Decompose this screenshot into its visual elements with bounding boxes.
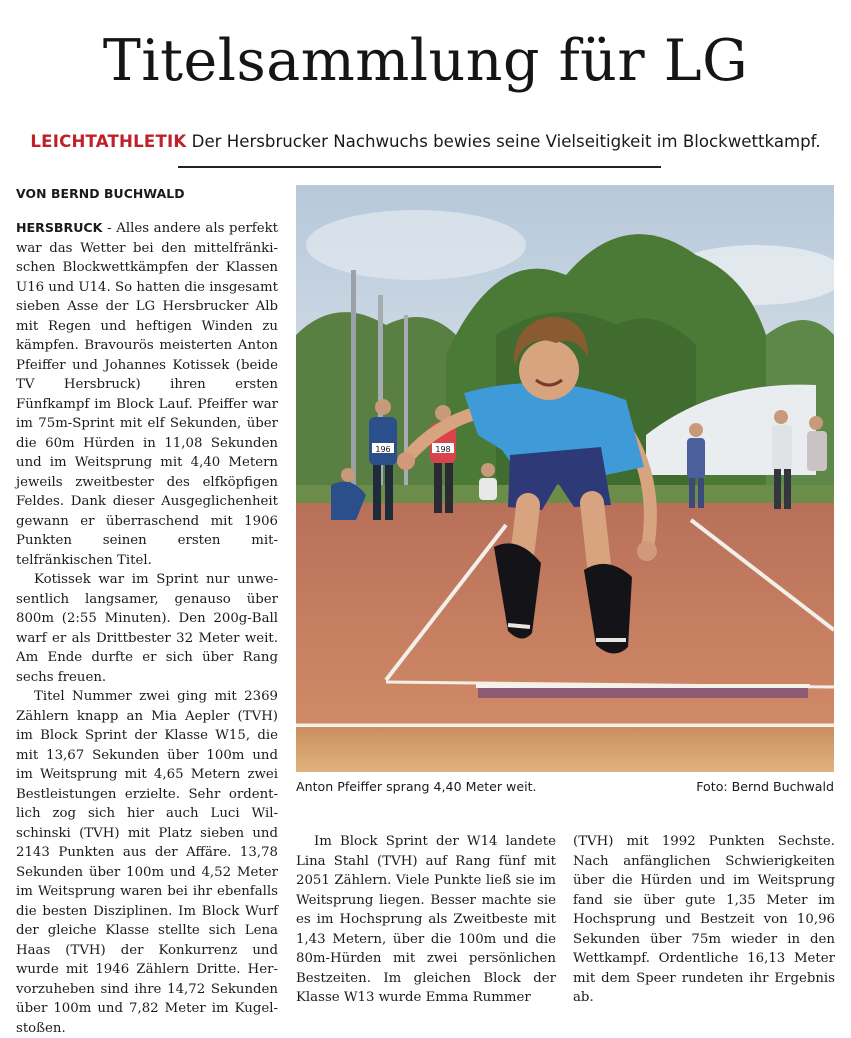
byline: VON BERND BUCHWALD [16, 186, 185, 201]
dateline: HERSBRUCK [16, 220, 103, 235]
article-paragraph-4: Im Block Sprint der W14 landete Lina Stahl (TVH) auf Rang fünf mit 2051 Zählern. Viele Punkte ließ sie im Weitsprung liegen. Besser machte sie es im Hochsprung als Zweitbeste mit 1,43 Metern, über die 100m und die 80m-Hürden mit zwei persönlichen Bestzeiten. Im gleichen Block der Klasse W13 wurde Emma Rummer [296, 834, 556, 1005]
article-column-2 [296, 832, 556, 1008]
light-pole [404, 315, 408, 505]
article-column-1 [16, 218, 278, 1038]
photo-caption: Anton Pfeiffer sprang 4,40 Meter weit. [296, 779, 537, 794]
article-photo [296, 185, 834, 772]
subline-text: Der Hersbrucker Nachwuchs bewies seine Vielseitigkeit im Blockwettkampf. [186, 132, 821, 151]
long-jump-photo-illustration [296, 185, 834, 772]
headline: Titelsammlung für LG [102, 28, 749, 94]
photo-caption-row [296, 777, 834, 797]
seated-child [479, 463, 497, 500]
bib-number: 198 [435, 445, 451, 454]
paragraph-1-text: - Alles andere als perfekt war das Wetter bei den mittelfränkischen Blockwettkämpfen der Klassen U16 und U14. So hatten die insgesamt sieben Asse der LG Hersbrucker Alb mit Regen und heftigen Winden zu kämpfen. Bravourös meisterten Anton Pfeiffer und Johannes Kotissek (beide TV Hersbruck) ihren ersten Fünfkampf im Block Lauf. Pfeiffer war im 75m-Sprint mit elf Sekunden, über die 60m Hürden in 11,08 Sekunden und im Weitsprung mit 4,40 Metern jeweils zweitbester des elfköpfigen Feldes. Dank dieser Ausgeglichenheit gewann er überraschend mit 1906 Punkten seinen ersten mittelfränkischen Titel. [16, 221, 278, 568]
article-paragraph-2: Kotissek war im Sprint nur unwesentlich langsamer, genauso über 800m (2:55 Minuten). Den 200g-Ball warf er als Drittbester 32 Meter weit. Am Ende durfte er sich über Rang sechs freuen. [16, 572, 278, 685]
subline [0, 129, 851, 155]
article-paragraph-1 [16, 218, 278, 570]
photo-credit: Foto: Bernd Buchwald [696, 779, 834, 794]
cloud [306, 210, 526, 280]
article-column-3 [573, 832, 835, 1008]
divider-rule [178, 166, 661, 168]
sand-pit [296, 727, 834, 772]
article-paragraph-3: Titel Nummer zwei ging mit 2369 Zählern knapp an Mia Aepler (TVH) im Block Sprint der Klasse W15, die mit 13,67 Sekunden über 100m und im Weitsprung mit 4,65 Metern zwei Bestleistungen erzielte. Sehr ordentlich zog sich hier auch Luci Wilschinski (TVH) mit Platz sieben und 2143 Punkten aus der Affäre. 13,78 Sekunden über 100m und 4,52 Meter im Weitsprung waren bei ihr ebenfalls die besten Disziplinen. Im Block Wurf der gleiche Klasse stellte sich Lena Haas (TVH) der Konkurrenz und wurde mit 1946 Zählern Dritte. Hervorzuheben sind ihre 14,72 Sekunden über 100m und 7,82 Meter im Kugelstoßen. [16, 689, 278, 1036]
section-kicker: LEICHTATHLETIK [30, 132, 187, 151]
takeoff-board-edge [476, 684, 810, 688]
article-paragraph-5: (TVH) mit 1992 Punkten Sechste. Nach anfänglichen Schwierigkeiten über die Hürden und im Weitsprung fand sie über gute 1,35 Meter im Hochsprung und Bestzeit von 10,96 Sekunden über 75m wieder in den Wettkampf. Ordentliche 16,13 Meter mit dem Speer rundeten ihr Ergebnis ab. [573, 834, 835, 1005]
takeoff-board [478, 688, 808, 698]
bib-number: 196 [375, 445, 391, 454]
